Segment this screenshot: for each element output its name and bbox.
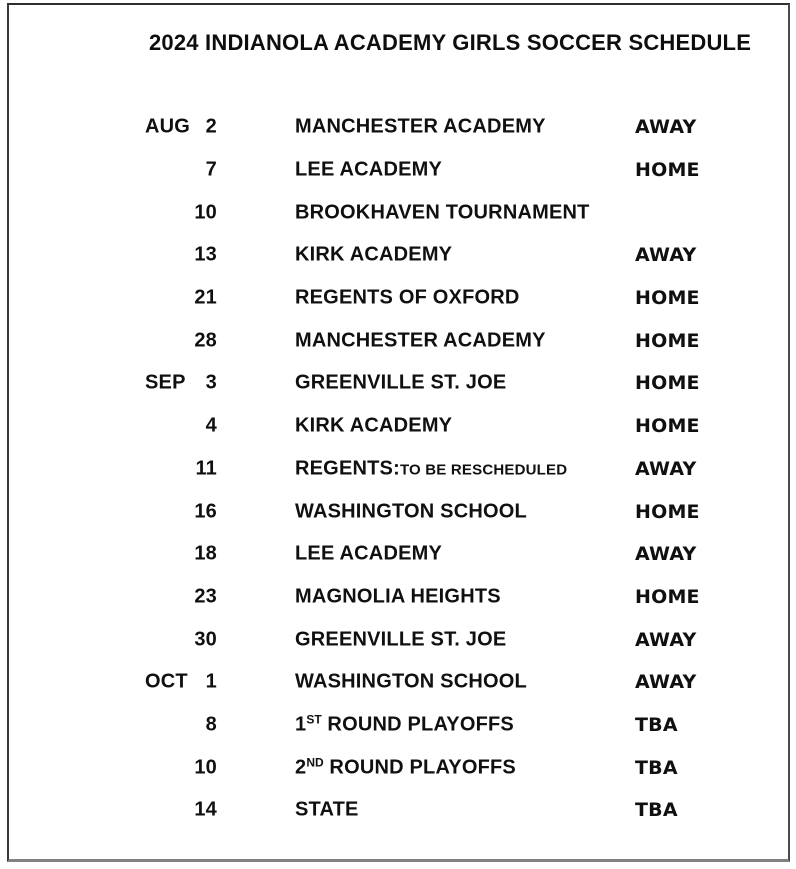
day-label: 18 xyxy=(194,542,217,565)
schedule-row xyxy=(0,533,796,576)
opponent-text: 1 xyxy=(295,713,307,736)
schedule-row xyxy=(0,661,796,704)
opponent-text: LEE ACADEMY xyxy=(295,158,443,181)
date-cell xyxy=(145,533,217,576)
opponent-label xyxy=(295,457,567,480)
schedule-row xyxy=(0,362,796,405)
day-label: 7 xyxy=(205,158,217,181)
schedule-list xyxy=(0,106,796,832)
opponent-label xyxy=(295,287,520,310)
schedule-row xyxy=(0,576,796,619)
day-label: 14 xyxy=(194,798,217,821)
day-label: 23 xyxy=(194,585,217,608)
opponent-text: 2 xyxy=(295,756,307,779)
location-label: AWAY xyxy=(635,116,697,139)
opponent-text: WASHINGTON SCHOOL xyxy=(295,670,527,693)
location-label: TBA xyxy=(635,713,678,736)
date-cell xyxy=(145,149,217,192)
opponent-text: STATE xyxy=(295,798,359,821)
opponent-text: ROUND PLAYOFFS xyxy=(321,713,514,736)
opponent-label xyxy=(295,201,590,224)
location-label: AWAY xyxy=(635,628,697,651)
opponent-text: MANCHESTER ACADEMY xyxy=(295,329,546,352)
day-label: 8 xyxy=(205,713,217,736)
month-label: AUG xyxy=(145,115,191,138)
schedule-row xyxy=(0,618,796,661)
date-cell xyxy=(145,405,217,448)
schedule-row xyxy=(0,191,796,234)
location-label: AWAY xyxy=(635,457,697,480)
location-label: TBA xyxy=(635,799,678,822)
date-cell xyxy=(145,106,217,149)
opponent-text: GREENVILLE ST. JOE xyxy=(295,628,507,651)
date-cell xyxy=(145,576,217,619)
opponent-text: MAGNOLIA HEIGHTS xyxy=(295,585,501,608)
opponent-text: KIRK ACADEMY xyxy=(295,414,453,437)
schedule-row xyxy=(0,789,796,832)
schedule-row xyxy=(0,490,796,533)
location-label: HOME xyxy=(635,287,700,310)
day-label: 2 xyxy=(205,115,217,138)
date-cell xyxy=(145,490,217,533)
month-label: SEP xyxy=(145,371,186,394)
day-label: 30 xyxy=(194,628,217,651)
opponent-text: REGENTS OF OXFORD xyxy=(295,286,520,309)
day-label: 1 xyxy=(205,670,217,693)
location-label: AWAY xyxy=(635,244,697,267)
month-label: OCT xyxy=(145,670,188,693)
day-label: 16 xyxy=(194,500,217,523)
day-label: 10 xyxy=(194,201,217,224)
location-label: AWAY xyxy=(635,543,697,566)
opponent-label xyxy=(295,756,516,779)
schedule-row xyxy=(0,746,796,789)
opponent-note: TO BE RESCHEDULED xyxy=(399,461,568,479)
date-cell xyxy=(145,618,217,661)
date-cell xyxy=(145,362,217,405)
opponent-text: ROUND PLAYOFFS xyxy=(323,756,516,779)
opponent-label xyxy=(295,116,546,139)
location-label: HOME xyxy=(635,329,700,352)
opponent-label xyxy=(295,585,501,608)
day-label: 4 xyxy=(205,414,217,437)
page-title: 2024 INDIANOLA ACADEMY GIRLS SOCCER SCHEDULE xyxy=(149,30,752,55)
location-label: HOME xyxy=(635,585,700,608)
opponent-label xyxy=(295,628,506,651)
opponent-text: WASHINGTON SCHOOL xyxy=(295,500,527,523)
opponent-text: KIRK ACADEMY xyxy=(295,243,453,266)
date-cell xyxy=(145,319,217,362)
day-label: 28 xyxy=(194,329,217,352)
opponent-label xyxy=(295,415,452,438)
location-label: AWAY xyxy=(635,671,697,694)
location-label: HOME xyxy=(635,500,700,523)
date-cell xyxy=(145,234,217,277)
opponent-label xyxy=(295,799,359,822)
date-cell xyxy=(145,191,217,234)
opponent-text: MANCHESTER ACADEMY xyxy=(295,115,546,138)
date-cell xyxy=(145,746,217,789)
day-label: 3 xyxy=(205,371,217,394)
location-label: HOME xyxy=(635,372,700,395)
schedule-row xyxy=(0,277,796,320)
opponent-label xyxy=(295,500,527,523)
schedule-row xyxy=(0,405,796,448)
day-label: 10 xyxy=(194,756,217,779)
opponent-text: LEE ACADEMY xyxy=(295,542,443,565)
opponent-text: BROOKHAVEN TOURNAMENT xyxy=(295,201,590,224)
date-cell xyxy=(145,277,217,320)
schedule-row xyxy=(0,106,796,149)
opponent-label xyxy=(295,671,527,694)
schedule-row xyxy=(0,319,796,362)
opponent-text: REGENTS: xyxy=(295,457,400,480)
day-label: 13 xyxy=(194,243,217,266)
location-label: HOME xyxy=(635,159,700,182)
date-cell xyxy=(145,789,217,832)
opponent-label xyxy=(295,329,546,352)
location-label: HOME xyxy=(635,415,700,438)
opponent-label xyxy=(295,244,452,267)
opponent-label xyxy=(295,713,514,736)
date-cell xyxy=(145,448,217,491)
opponent-label xyxy=(295,543,442,566)
opponent-ordinal-suffix: ND xyxy=(306,755,324,770)
opponent-label xyxy=(295,159,442,182)
schedule-row xyxy=(0,704,796,747)
day-label: 21 xyxy=(194,286,217,309)
schedule-row xyxy=(0,448,796,491)
opponent-label xyxy=(295,372,506,395)
location-label: TBA xyxy=(635,756,678,779)
schedule-row xyxy=(0,149,796,192)
schedule-row xyxy=(0,234,796,277)
day-label: 11 xyxy=(195,457,217,480)
opponent-text: GREENVILLE ST. JOE xyxy=(295,371,507,394)
date-cell xyxy=(145,661,217,704)
date-cell xyxy=(145,704,217,747)
opponent-ordinal-suffix: ST xyxy=(306,712,322,727)
